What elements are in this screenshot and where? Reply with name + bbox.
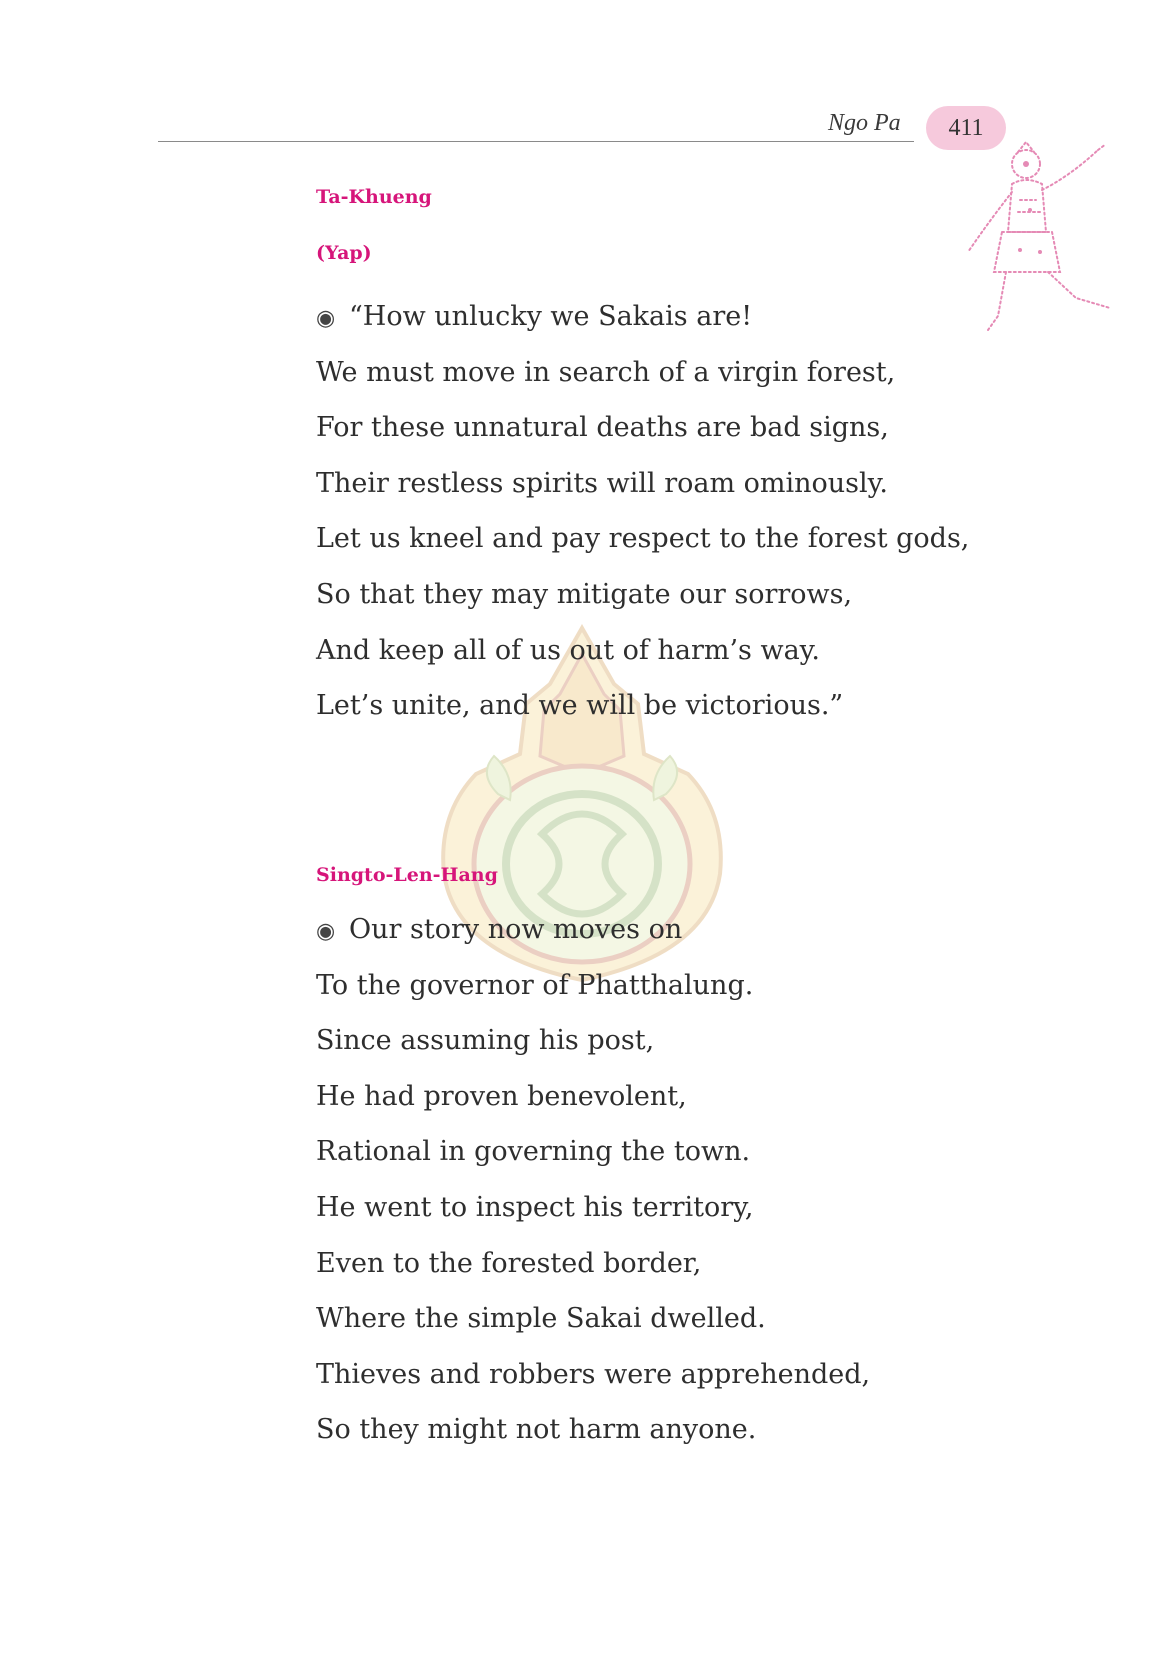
circled-dot-icon: ◉ <box>316 306 336 331</box>
stanza-1 <box>316 289 969 734</box>
speaker-label-singto-len-hang: Singto-Len-Hang <box>316 864 498 886</box>
verse-line: So they might not harm anyone. <box>316 1414 757 1446</box>
verse-line: Thieves and robbers were apprehended, <box>316 1358 871 1390</box>
verse-line: He had proven benevolent, <box>316 1080 687 1112</box>
verse-line: Rational in governing the town. <box>316 1136 751 1168</box>
verse-line: He went to inspect his territory, <box>316 1191 754 1223</box>
header-rule <box>158 141 914 142</box>
verse-line: Even to the forested border, <box>316 1247 702 1279</box>
running-title: Ngo Pa <box>828 110 901 136</box>
stanza-2 <box>316 902 870 1458</box>
verse-line: And keep all of us out of harm’s way. <box>316 634 820 666</box>
verse-line: Their restless spirits will roam ominously. <box>316 467 888 499</box>
verse-line: Since assuming his post, <box>316 1025 655 1057</box>
verse-line: We must move in search of a virgin forest, <box>316 356 896 388</box>
verse-line: To the governor of Phatthalung. <box>316 969 754 1001</box>
verse-line: ◉ Our story now moves on <box>316 902 870 958</box>
page-number: 411 <box>948 114 984 141</box>
verse-line: Let us kneel and pay respect to the forest gods, <box>316 523 970 555</box>
circled-dot-icon: ◉ <box>316 919 336 944</box>
verse-line: So that they may mitigate our sorrows, <box>316 578 853 610</box>
melody-label-yap: (Yap) <box>316 242 372 264</box>
dancer-illustration <box>960 140 1120 345</box>
verse-line: Let’s unite, and we will be victorious.” <box>316 690 844 722</box>
verse-line: For these unnatural deaths are bad signs, <box>316 412 889 444</box>
speaker-label-ta-khueng: Ta-Khueng <box>316 186 432 208</box>
verse-line: ◉ “How unlucky we Sakais are! <box>316 289 969 345</box>
verse-line: Where the simple Sakai dwelled. <box>316 1303 766 1335</box>
